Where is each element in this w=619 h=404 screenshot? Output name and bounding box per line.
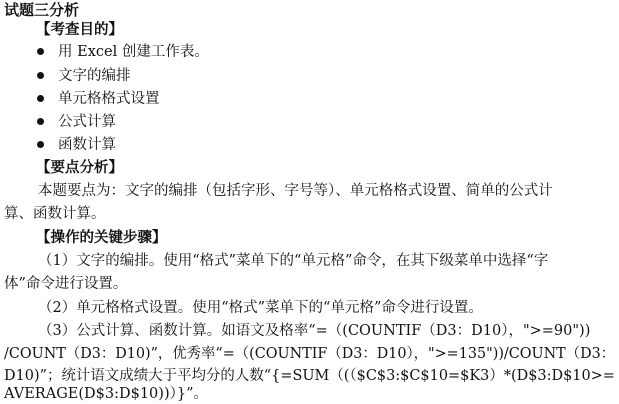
purpose-item-text: 函数计算 xyxy=(58,137,116,153)
points-heading: 【要点分析】 xyxy=(36,160,123,176)
purpose-item xyxy=(37,135,116,155)
purpose-item xyxy=(37,42,209,62)
step-3-text: AVERAGE(D$3:D$10))）}”。 xyxy=(4,386,208,402)
bullet-icon xyxy=(37,141,44,148)
bullet-icon xyxy=(37,118,44,125)
bullet-icon xyxy=(37,95,44,102)
step-1-text: （1）文字的编排。使用“格式”菜单下的“单元格”命令，在其下级菜单中选择“字 xyxy=(38,253,549,269)
step-3-text: （3）公式计算、函数计算。如语文及格率“=（(COUNTIF（D3：D10），">=90")) xyxy=(38,323,591,339)
step-3-text: /COUNT（D3：D10)”，优秀率“=（(COUNTIF（D3：D10），">=135"))/COUNT（D3： xyxy=(4,346,616,362)
purpose-item xyxy=(37,112,116,132)
bullet-icon xyxy=(37,72,44,79)
purpose-item xyxy=(37,66,131,86)
points-text: 算、函数计算。 xyxy=(4,206,106,222)
step-2-text: （2）单元格格式设置。使用“格式”菜单下的“单元格”命令进行设置。 xyxy=(38,300,483,316)
bullet-icon xyxy=(37,48,44,55)
steps-heading: 【操作的关键步骤】 xyxy=(36,230,167,246)
purpose-item xyxy=(37,89,160,109)
purpose-item-text: 文字的编排 xyxy=(58,68,131,84)
purpose-item-text: 单元格格式设置 xyxy=(58,91,160,107)
step-3-text: D10)”；统计语文成绩大于平均分的人数“{=SUM（(（$C$3:$C$10=$K3）*(D$3:D$10>= xyxy=(4,368,615,384)
step-1-text: 体”命令进行设置。 xyxy=(4,276,128,292)
document-title: 试题三分析 xyxy=(4,1,80,19)
purpose-item-text: 公式计算 xyxy=(58,114,116,130)
purpose-item-text: 用 Excel 创建工作表。 xyxy=(58,44,209,60)
points-text: 本题要点为：文字的编排（包括字形、字号等）、单元格格式设置、简单的公式计 xyxy=(38,183,553,199)
purpose-heading: 【考查目的】 xyxy=(36,22,123,38)
